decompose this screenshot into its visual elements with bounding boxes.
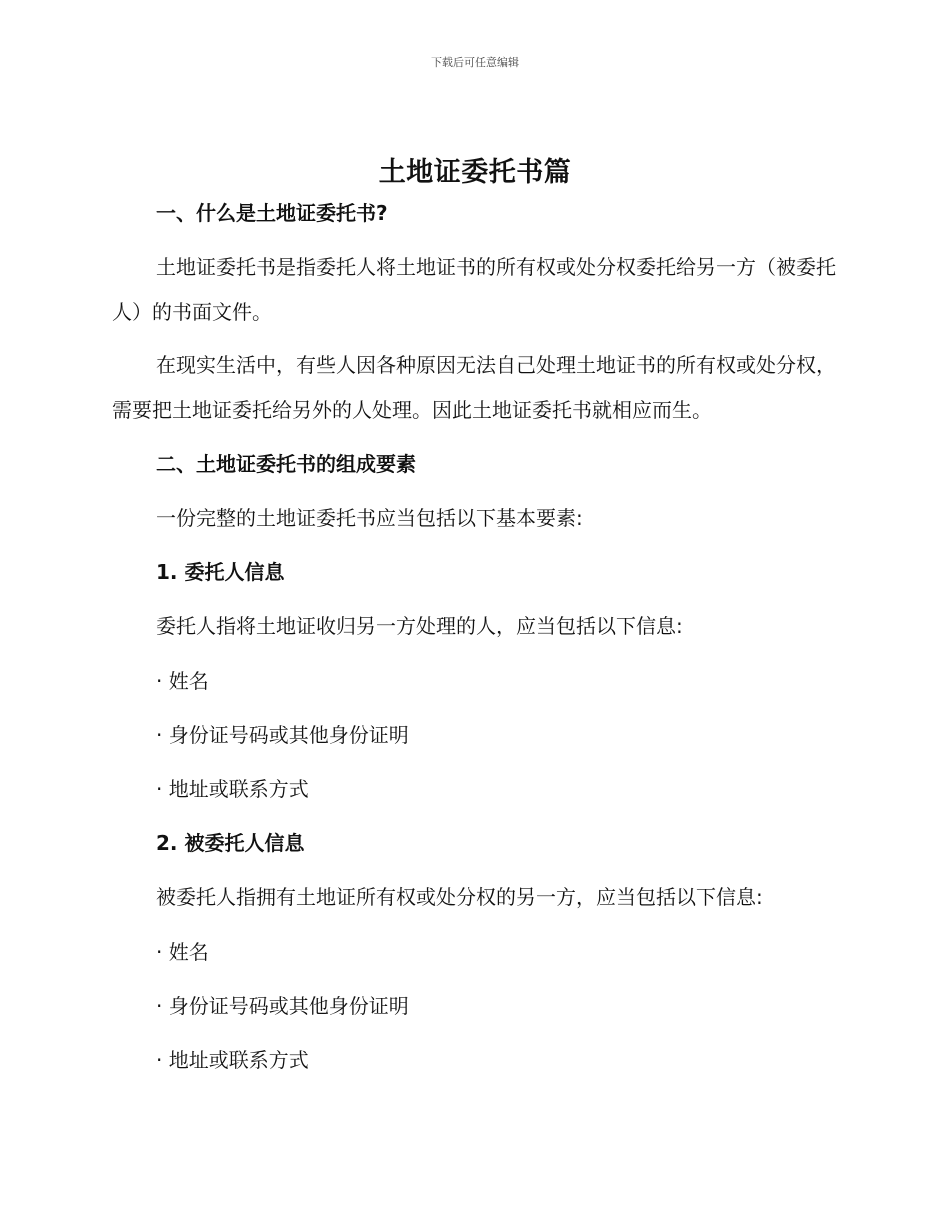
list-item: · 身份证号码或其他身份证明 xyxy=(156,994,409,1018)
page-header-note: 下载后可任意编辑 xyxy=(431,56,519,69)
section1-heading: 一、什么是土地证委托书? xyxy=(156,201,388,225)
list-item: · 地址或联系方式 xyxy=(156,1048,309,1072)
section2-intro: 一份完整的土地证委托书应当包括以下基本要素: xyxy=(156,506,583,530)
document-title: 土地证委托书篇 xyxy=(378,157,572,188)
section2-heading: 二、土地证委托书的组成要素 xyxy=(156,452,416,476)
list-item: · 身份证号码或其他身份证明 xyxy=(156,723,409,747)
section1-paragraph-2: 在现实生活中，有些人因各种原因无法自己处理土地证书的所有权或处分权，需要把土地证委托给另外的人处理。因此土地证委托书就相应而生。 xyxy=(112,353,836,422)
subsection2-intro: 被委托人指拥有土地证所有权或处分权的另一方，应当包括以下信息: xyxy=(156,885,763,909)
subsection2-heading: 2. 被委托人信息 xyxy=(156,831,305,855)
section1-paragraph-1: 土地证委托书是指委托人将土地证书的所有权或处分权委托给另一方（被委托人）的书面文件。 xyxy=(112,255,836,324)
list-item: · 地址或联系方式 xyxy=(156,777,309,801)
list-item: · 姓名 xyxy=(156,940,209,964)
subsection1-intro: 委托人指将土地证收归另一方处理的人，应当包括以下信息: xyxy=(156,614,683,638)
list-item: · 姓名 xyxy=(156,669,209,693)
subsection1-heading: 1. 委托人信息 xyxy=(156,560,285,584)
